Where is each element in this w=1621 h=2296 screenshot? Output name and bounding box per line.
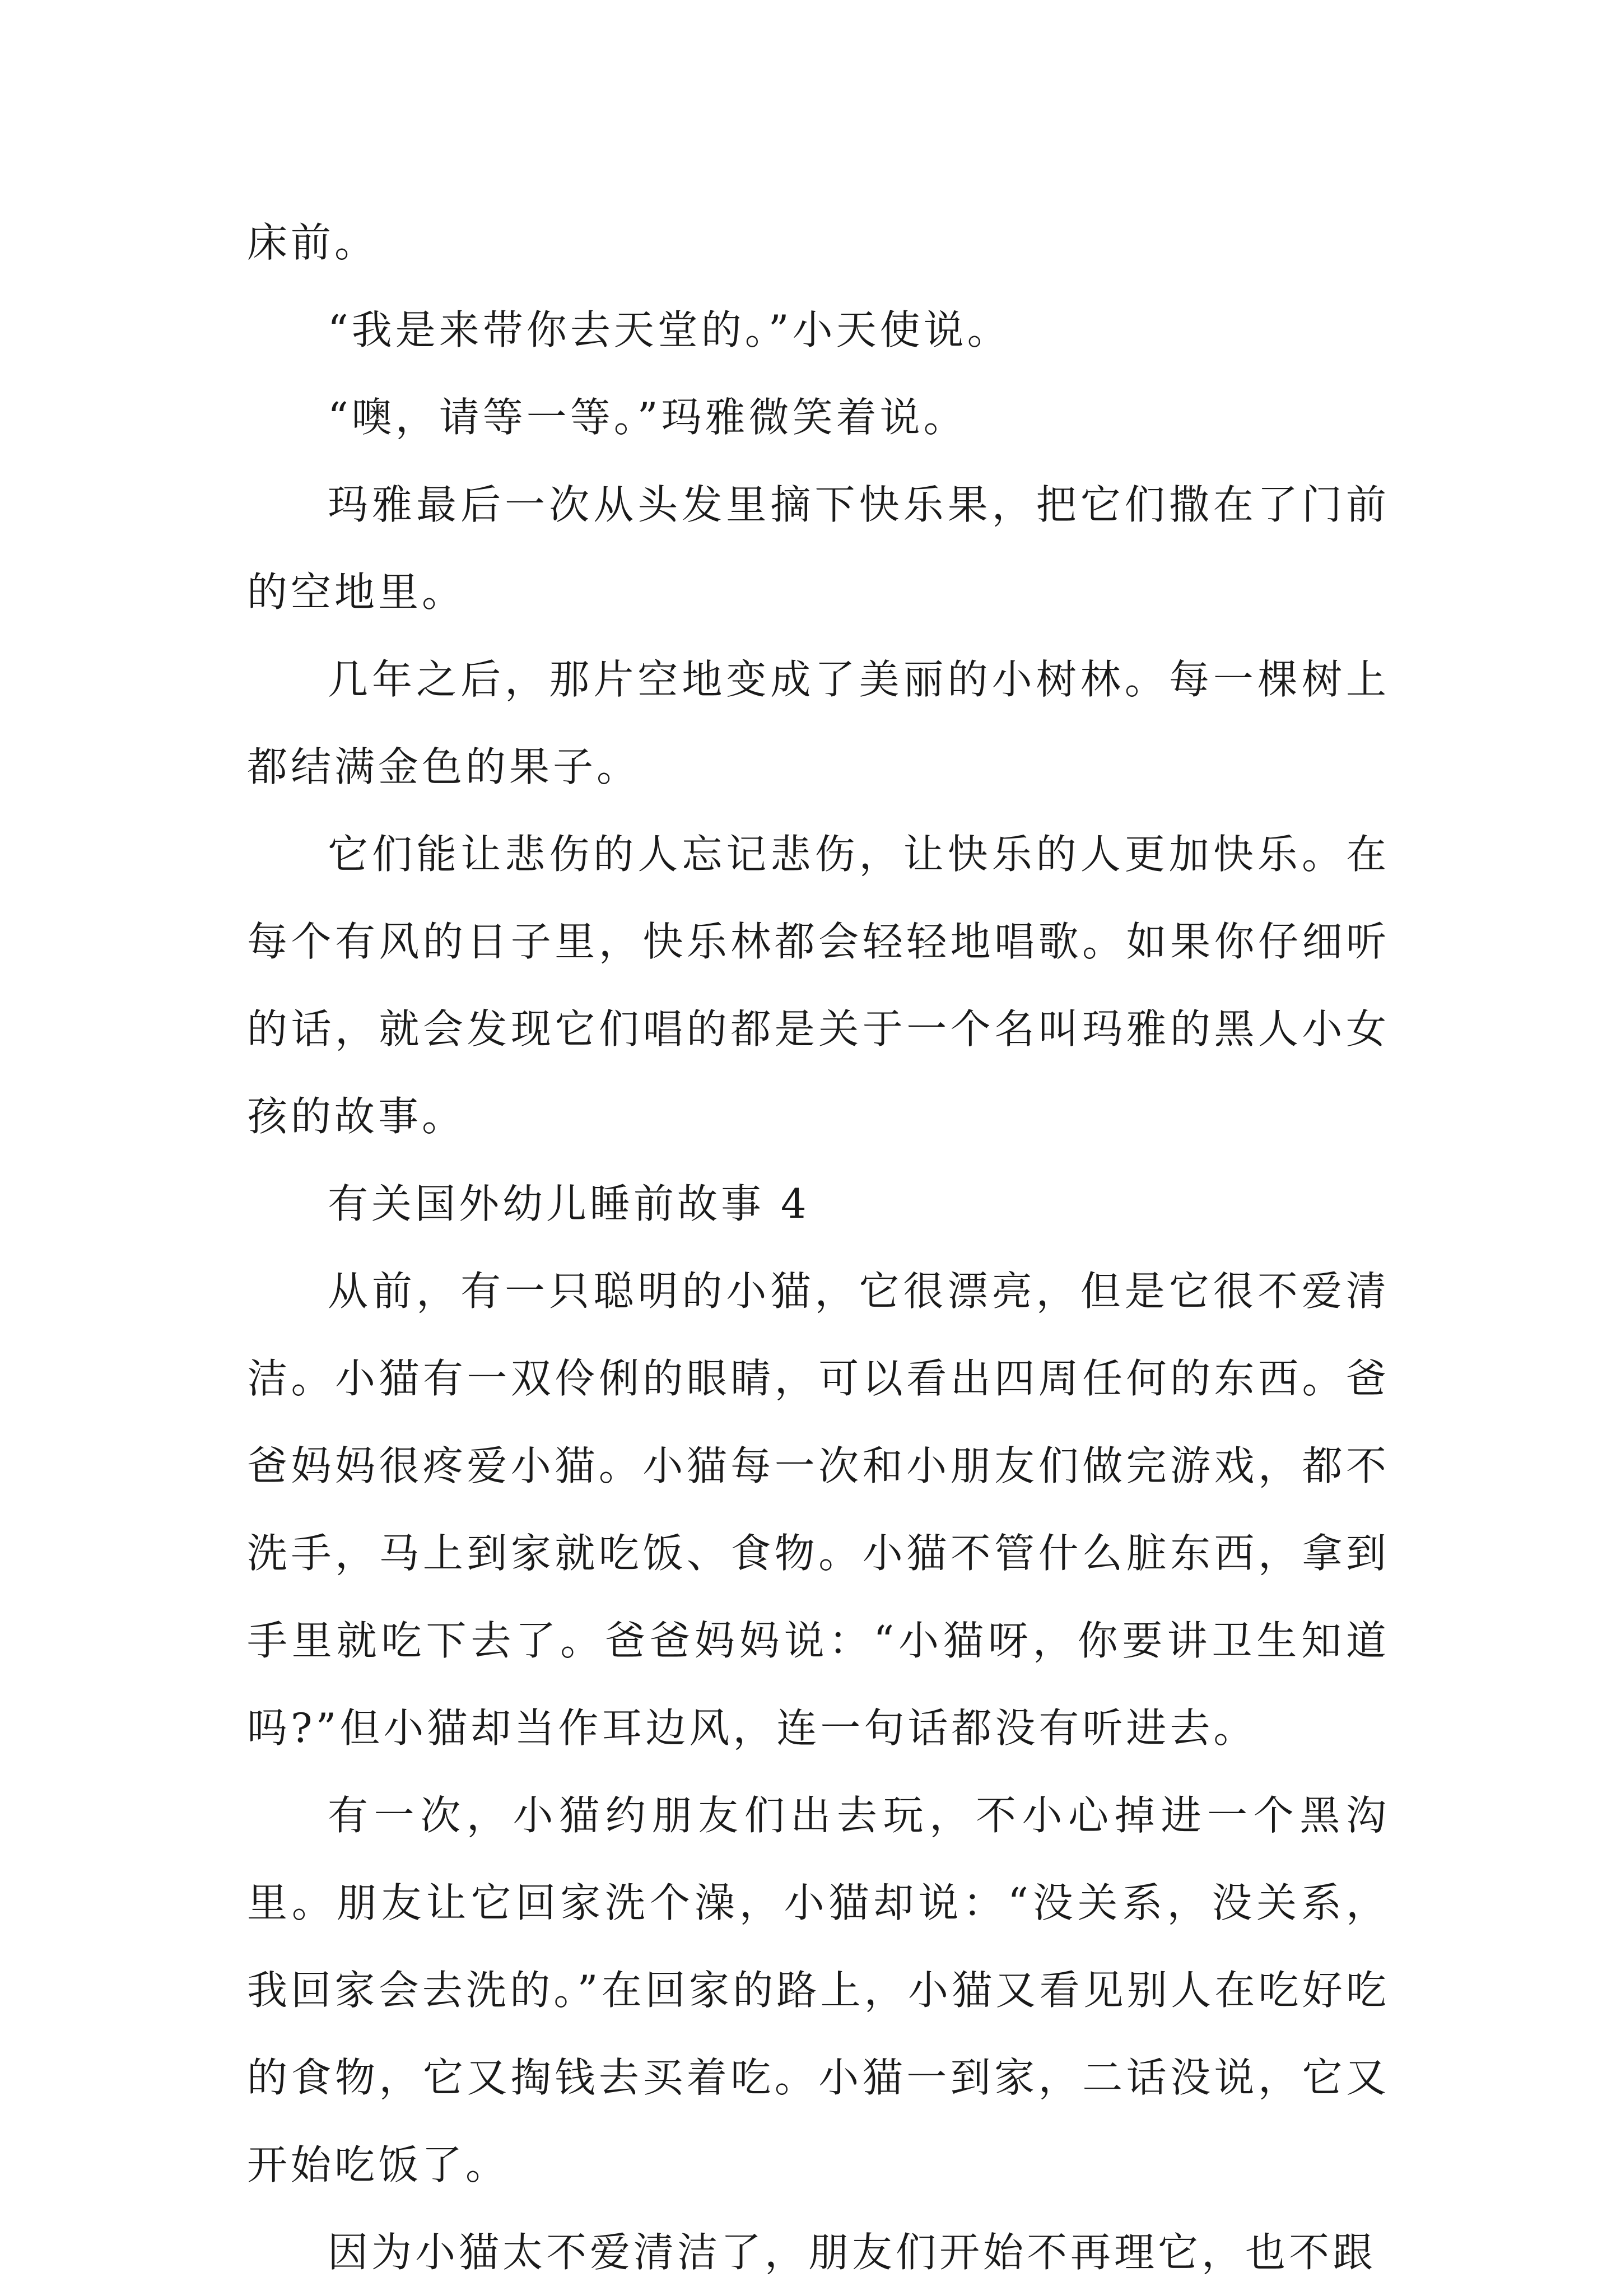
section-heading: 有关国外幼儿睡前故事 4 bbox=[328, 1180, 810, 1227]
paragraph: 它们能让悲伤的人忘记悲伤，让快乐的人更加快乐。在每个有风的日子里，快乐林都会轻轻地唱歌。如果你仔细听的话，就会发现它们唱的都是关于一个名叫玛雅的黑人小女孩的故事。 bbox=[247, 831, 1390, 1140]
paragraph: “我是来带你去天堂的。”小天使说。 bbox=[328, 306, 1011, 353]
body-text bbox=[247, 199, 1390, 2296]
paragraph: 床前。 bbox=[247, 219, 379, 266]
paragraph: 因为小猫太不爱清洁了，朋友们开始不再理它，也不跟 bbox=[328, 2229, 1377, 2276]
paragraph: 从前，有一只聪明的小猫，它很漂亮，但是它很不爱清洁。小猫有一双伶俐的眼睛，可以看出四周任何的东西。爸爸妈妈很疼爱小猫。小猫每一次和小朋友们做完游戏，都不洗手，马上到家就吃饭、食物。小猫不管什么脏东西，拿到手里就吃下去了。爸爸妈妈说：“小猫呀，你要讲卫生知道吗?”但小猫却当作耳边风，连一句话都没有听进去。 bbox=[247, 1268, 1390, 1752]
paragraph: “噢，请等一等。”玛雅微笑着说。 bbox=[328, 394, 967, 441]
paragraph: 几年之后，那片空地变成了美丽的小树林。每一棵树上都结满金色的果子。 bbox=[247, 656, 1390, 790]
paragraph: 有一次，小猫约朋友们出去玩，不小心掉进一个黑沟里。朋友让它回家洗个澡，小猫却说：“没关系，没关系，我回家会去洗的。”在回家的路上，小猫又看见别人在吃好吃的食物，它又掏钱去买着吃。小猫一到家，二话没说，它又开始吃饭了。 bbox=[247, 1792, 1390, 2188]
paragraph: 玛雅最后一次从头发里摘下快乐果，把它们撒在了门前的空地里。 bbox=[247, 481, 1390, 616]
